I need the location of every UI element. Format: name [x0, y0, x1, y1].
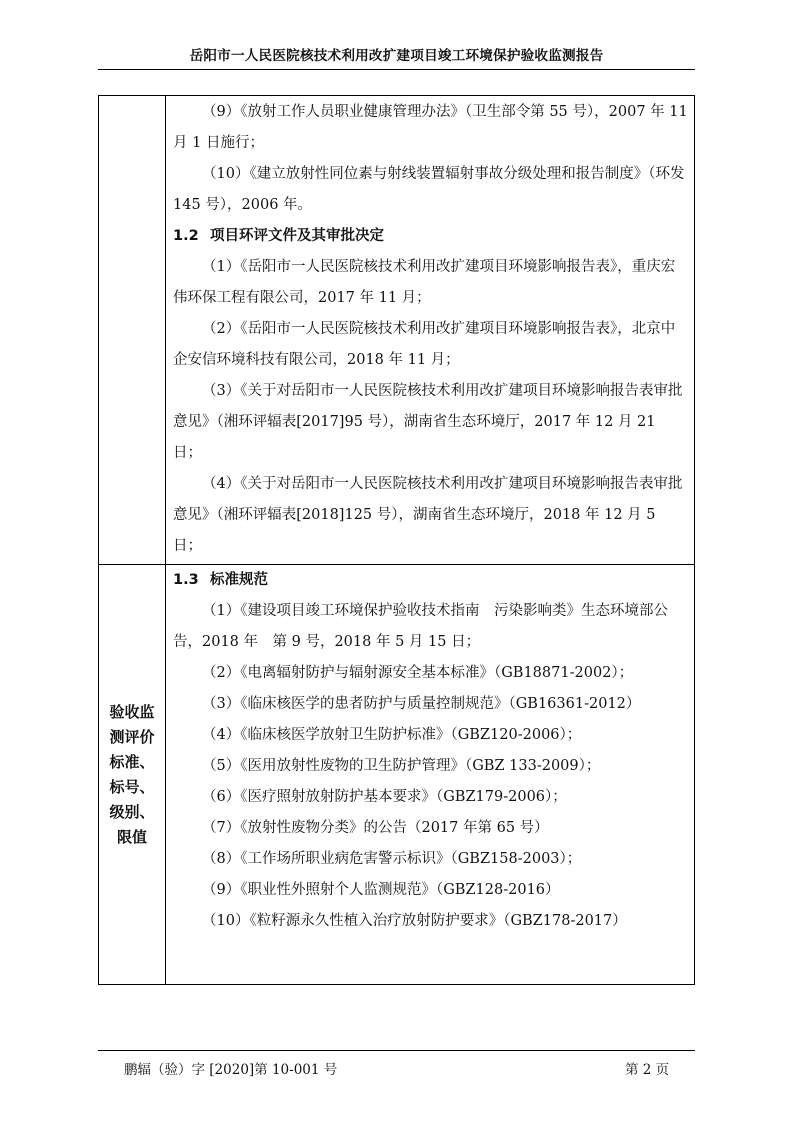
table-row-section-standards — [99, 565, 695, 985]
heading-title: 项目环评文件及其审批决定 — [210, 228, 384, 244]
list-item: （2）《电离辐射防护与辐射源安全基本标准》（GB18871-2002）； — [202, 665, 634, 681]
page-number: 第 2 页 — [625, 1062, 670, 1078]
list-item: （6）《医疗照射放射防护基本要求》（GBZ179-2006）； — [202, 789, 567, 805]
content-cell-basis — [166, 96, 695, 565]
list-item: （1）《岳阳市一人民医院核技术利用改扩建项目环境影响报告表》，重庆宏伟环保工程有限公司，2017 年 11 月； — [173, 259, 676, 306]
list-item: （2）《岳阳市一人民医院核技术利用改扩建项目环境影响报告表》，北京中企安信环境科技有限公司，2018 年 11 月； — [173, 321, 676, 368]
side-label-line: 标准、 — [109, 752, 155, 771]
list-item: （10）《建立放射性同位素与射线装置辐射事故分级处理和报告制度》（环发 145 号），2006 年。 — [173, 166, 685, 213]
content-cell-standards — [166, 565, 695, 985]
page-header-title: 岳阳市一人民医院核技术利用改扩建项目竣工环境保护验收监测报告 — [189, 48, 604, 64]
heading-title: 标准规范 — [210, 572, 268, 588]
list-item: （5）《医用放射性废物的卫生防护管理》（GBZ 133-2009）； — [202, 758, 601, 774]
section-heading-1-3 — [173, 565, 688, 596]
side-label — [99, 700, 165, 850]
list-item: （4）《关于对岳阳市一人民医院核技术利用改扩建项目环境影响报告表审批意见》（湘环评辐表[2018]125 号），湖南省生态环境厅，2018 年 12 月 5 日； — [173, 476, 683, 554]
list-item: （10）《粒籽源永久性植入治疗放射防护要求》（GBZ178-2017） — [202, 913, 627, 929]
list-item: （3）《临床核医学的患者防护与质量控制规范》（GB16361-2012） — [202, 696, 641, 712]
footer-rule — [98, 1050, 695, 1051]
table-row-section-basis — [99, 96, 695, 565]
side-cell-empty — [99, 96, 166, 565]
list-item: （7）《放射性废物分类》的公告（2017 年第 65 号） — [202, 820, 549, 836]
report-table — [98, 95, 695, 985]
side-label-line: 级别、 — [109, 802, 155, 821]
side-label-line: 验收监 — [109, 702, 155, 721]
section-heading-1-2 — [173, 221, 688, 252]
heading-number: 1.2 — [173, 228, 199, 244]
list-item: （1）《建设项目竣工环境保护验收技术指南 污染影响类》生态环境部公告，2018 年 第 9 号，2018 年 5 月 15 日； — [173, 603, 668, 650]
heading-number: 1.3 — [173, 572, 199, 588]
side-label-line: 标号、 — [109, 777, 155, 796]
list-item: （4）《临床核医学放射卫生防护标准》（GBZ120-2006）； — [202, 727, 582, 743]
header-rule — [98, 69, 695, 70]
side-label-line: 测评价 — [109, 727, 155, 746]
side-label-cell — [99, 565, 166, 985]
list-item: （9）《放射工作人员职业健康管理办法》（卫生部令第 55 号），2007 年 11 月 1 日施行； — [173, 104, 688, 151]
report-number: 鹏辐（验）字 [2020]第 10-001 号 — [124, 1062, 338, 1078]
list-item: （9）《职业性外照射个人监测规范》（GBZ128-2016） — [202, 882, 560, 898]
list-item: （3）《关于对岳阳市一人民医院核技术利用改扩建项目环境影响报告表审批意见》（湘环评辐表[2017]95 号），湖南省生态环境厅，2017 年 12 月 21 日； — [173, 383, 683, 461]
list-item: （8）《工作场所职业病危害警示标识》（GBZ158-2003）； — [202, 851, 582, 867]
side-label-line: 限值 — [116, 827, 147, 846]
